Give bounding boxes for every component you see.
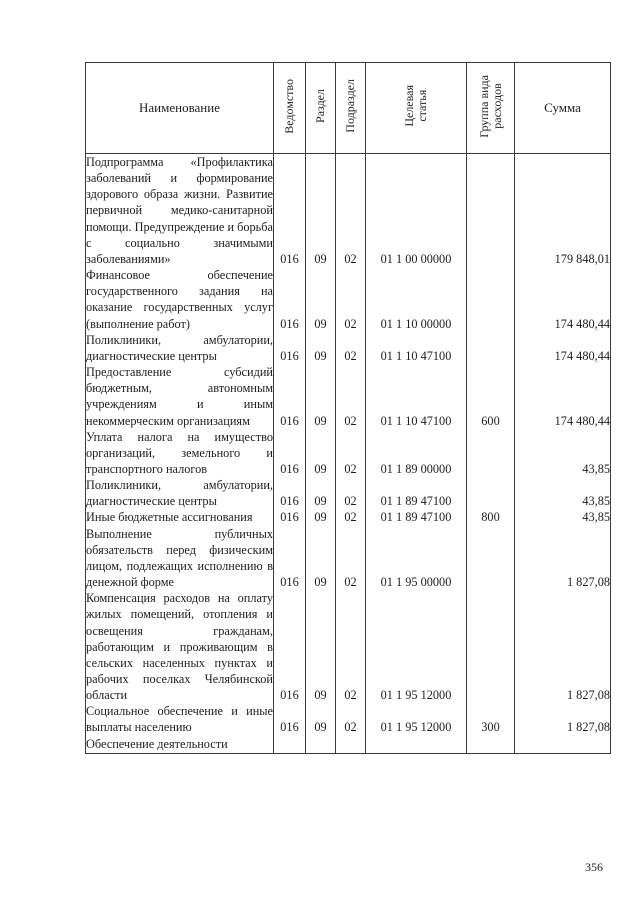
- cell-group: 600: [467, 364, 515, 429]
- cell-group: 300: [467, 703, 515, 735]
- table-row: [86, 267, 611, 332]
- header-target-line1: Целевая: [402, 85, 416, 127]
- header-vedomstvo-label: Ведомство: [282, 78, 296, 134]
- cell-ved: 016: [274, 429, 306, 477]
- cell-sum: 174 480,44: [515, 364, 611, 429]
- header-razdel-label: Раздел: [313, 89, 327, 123]
- cell-target: 01 1 89 47100: [366, 477, 467, 509]
- cell-sum: 179 848,01: [515, 154, 611, 268]
- cell-ved: 016: [274, 509, 306, 525]
- cell-podrazdel: 02: [336, 509, 366, 525]
- cell-target: 01 1 10 47100: [366, 364, 467, 429]
- cell-target: [366, 736, 467, 754]
- cell-name: Поликлиники, амбулатории, диагностические центры: [86, 332, 273, 363]
- cell-razdel: 09: [306, 590, 336, 703]
- cell-podrazdel: 02: [336, 477, 366, 509]
- table-row: [86, 526, 611, 591]
- header-group-line2: расходов: [489, 83, 504, 129]
- table-row: [86, 364, 611, 429]
- cell-target: 01 1 00 00000: [366, 154, 467, 268]
- cell-name: Иные бюджетные ассигнования: [86, 509, 274, 525]
- cell-target: 01 1 10 00000: [366, 267, 467, 332]
- cell-sum: 1 827,08: [515, 526, 611, 591]
- cell-name: Обеспечение деятельности: [86, 736, 274, 754]
- cell-razdel: 09: [306, 429, 336, 477]
- cell-podrazdel: [336, 736, 366, 754]
- table-row: [86, 429, 611, 477]
- cell-podrazdel: 02: [336, 703, 366, 735]
- table-row: [86, 154, 611, 268]
- header-group-line1: Группа вида: [476, 74, 491, 138]
- cell-razdel: 09: [306, 703, 336, 735]
- cell-name: Выполнение публичных обязательств перед физическим лицом, подлежащих исполнению в денежной форме: [86, 526, 273, 590]
- cell-name: Подпрограмма «Профилактика заболеваний и формирование здорового образа жизни. Развитие первичной медико-санитарной помощи. Предупреждение и борьба с социально значимыми заболеваниями»: [86, 155, 273, 266]
- table-row: [86, 590, 611, 703]
- cell-group: [467, 332, 515, 364]
- cell-sum: 43,85: [515, 429, 611, 477]
- cell-group: [467, 429, 515, 477]
- cell-name: Социальное обеспечение и иные выплаты населению: [86, 704, 273, 735]
- cell-ved: 016: [274, 267, 306, 332]
- cell-podrazdel: 02: [336, 154, 366, 268]
- budget-table: [85, 62, 611, 754]
- cell-group: [467, 590, 515, 703]
- cell-razdel: 09: [306, 509, 336, 525]
- cell-ved: [274, 736, 306, 754]
- cell-razdel: 09: [306, 364, 336, 429]
- page-number: 356: [585, 860, 603, 874]
- cell-target: 01 1 95 12000: [366, 703, 467, 735]
- cell-name: Поликлиники, амбулатории, диагностические центры: [86, 478, 273, 509]
- cell-target: 01 1 10 47100: [366, 332, 467, 364]
- header-vedomstvo: [274, 63, 306, 154]
- cell-group: [467, 154, 515, 268]
- cell-group: [467, 526, 515, 591]
- cell-name: Компенсация расходов на оплату жилых помещений, отопления и освещения гражданам, работающим и проживающим в сельских населенных пунктах и рабочих поселках Челябинской области: [86, 591, 273, 703]
- table-row: [86, 509, 611, 525]
- cell-sum: 174 480,44: [515, 332, 611, 364]
- cell-sum: 43,85: [515, 477, 611, 509]
- header-group: [467, 63, 515, 154]
- table-row: [86, 477, 611, 509]
- cell-podrazdel: 02: [336, 590, 366, 703]
- table-row: [86, 703, 611, 735]
- header-name: Наименование: [86, 63, 274, 154]
- cell-razdel: 09: [306, 477, 336, 509]
- cell-name: Финансовое обеспечение государственного задания на оказание государственных услуг (выполнение работ): [86, 268, 273, 331]
- cell-podrazdel: 02: [336, 332, 366, 364]
- cell-podrazdel: 02: [336, 364, 366, 429]
- cell-podrazdel: 02: [336, 429, 366, 477]
- cell-target: 01 1 89 00000: [366, 429, 467, 477]
- cell-target: 01 1 95 00000: [366, 526, 467, 591]
- cell-group: [467, 477, 515, 509]
- header-razdel: [306, 63, 336, 154]
- cell-razdel: [306, 736, 336, 754]
- cell-razdel: 09: [306, 332, 336, 364]
- cell-razdel: 09: [306, 526, 336, 591]
- header-target: [366, 63, 467, 154]
- cell-group: [467, 736, 515, 754]
- cell-group: 800: [467, 509, 515, 525]
- cell-razdel: 09: [306, 154, 336, 268]
- cell-podrazdel: 02: [336, 267, 366, 332]
- header-target-line2: статья: [415, 90, 429, 122]
- cell-ved: 016: [274, 154, 306, 268]
- cell-sum: 174 480,44: [515, 267, 611, 332]
- cell-name: Уплата налога на имущество организаций, земельного и транспортного налогов: [86, 429, 273, 476]
- cell-sum: 43,85: [515, 509, 611, 525]
- table-header-row: [86, 63, 611, 154]
- cell-ved: 016: [274, 590, 306, 703]
- cell-sum: [515, 736, 611, 754]
- cell-razdel: 09: [306, 267, 336, 332]
- cell-group: [467, 267, 515, 332]
- cell-ved: 016: [274, 477, 306, 509]
- header-podrazdel-label: Подраздел: [343, 79, 357, 133]
- cell-target: 01 1 89 47100: [366, 509, 467, 525]
- table-row: [86, 736, 611, 754]
- table-row: [86, 332, 611, 364]
- cell-ved: 016: [274, 332, 306, 364]
- cell-ved: 016: [274, 526, 306, 591]
- cell-ved: 016: [274, 703, 306, 735]
- cell-podrazdel: 02: [336, 526, 366, 591]
- cell-sum: 1 827,08: [515, 590, 611, 703]
- cell-name: Предоставление субсидий бюджетным, автономным учреждениям и иным некоммерческим организациям: [86, 365, 273, 428]
- header-sum: Сумма: [515, 63, 611, 154]
- cell-target: 01 1 95 12000: [366, 590, 467, 703]
- cell-sum: 1 827,08: [515, 703, 611, 735]
- cell-ved: 016: [274, 364, 306, 429]
- header-podrazdel: [336, 63, 366, 154]
